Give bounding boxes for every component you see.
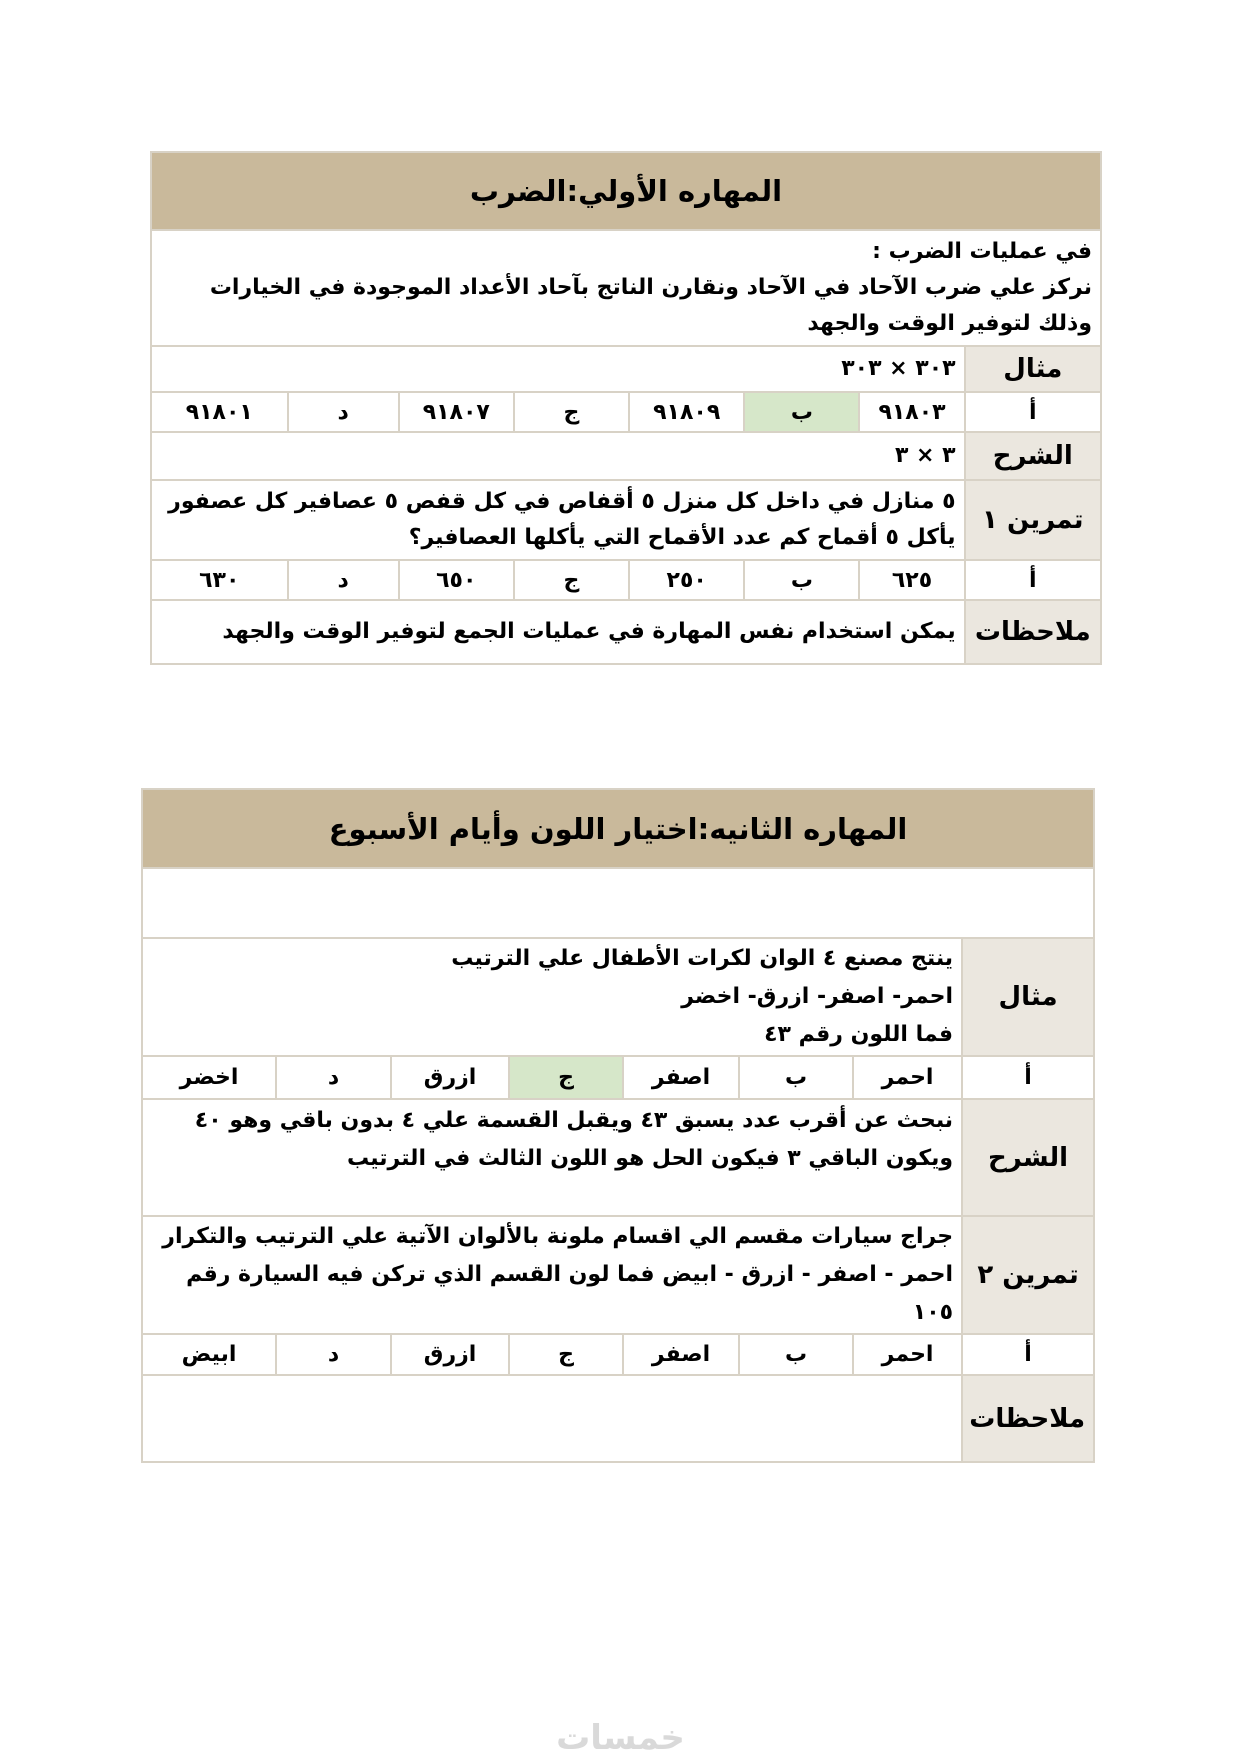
option-value: اصفر <box>623 1334 739 1375</box>
intro-line: وذلك لتوفير الوقت والجهد <box>807 311 1092 336</box>
option-letter: د <box>276 1334 391 1375</box>
option-letter-selected: ج <box>509 1056 623 1099</box>
example-line: احمر- اصفر- ازرق- اخضر <box>681 984 954 1009</box>
option-value: ازرق <box>391 1334 509 1375</box>
exercise-text <box>142 1216 962 1334</box>
exercise-line: يأكل ٥ أقماح كم عدد الأقماح التي يأكلها العصافير؟ <box>408 525 956 550</box>
explain-text <box>142 1099 962 1216</box>
empty-row <box>142 868 1094 938</box>
example-line: ينتج مصنع ٤ الوان لكرات الأطفال علي الترتيب <box>451 946 954 971</box>
option-value: احمر <box>853 1056 962 1099</box>
option-letter: ب <box>744 560 859 600</box>
option-letter: د <box>288 560 399 600</box>
option-value: ٩١٨٠٩ <box>629 392 744 432</box>
option-value: ازرق <box>391 1056 509 1099</box>
explain-label: الشرح <box>962 1099 1094 1216</box>
intro-line: نركز علي ضرب الآحاد في الآحاد ونقارن الناتج بآحاد الأعداد الموجودة في الخيارات <box>209 275 1092 300</box>
option-value: ٢٥٠ <box>629 560 744 600</box>
explain-line: ويكون الباقي ٣ فيكون الحل هو اللون الثالث في الترتيب <box>346 1146 954 1171</box>
example-text: ٣٠٣ × ٣٠٣ <box>151 346 965 392</box>
explain-text: ٣ × ٣ <box>151 432 965 480</box>
option-value: ٩١٨٠١ <box>151 392 288 432</box>
notes-label: ملاحظات <box>962 1375 1094 1462</box>
notes-empty <box>142 1375 962 1462</box>
option-value: ٩١٨٠٣ <box>859 392 964 432</box>
exercise-label: تمرين ١ <box>965 480 1101 560</box>
example-label: مثال <box>965 346 1101 392</box>
option-value: ابيض <box>142 1334 276 1375</box>
option-value: اخضر <box>142 1056 276 1099</box>
option-value: اصفر <box>623 1056 739 1099</box>
option-letter: ج <box>514 560 629 600</box>
option-letter-selected: ب <box>744 392 859 432</box>
exercise-line: احمر - اصفر - ازرق - ابيض فما لون القسم الذي تركن فيه السيارة رقم <box>186 1262 954 1287</box>
option-letter: أ <box>962 1056 1094 1099</box>
skill1-intro <box>151 230 1101 346</box>
exercise-label: تمرين ٢ <box>962 1216 1094 1334</box>
option-value: ٦٢٥ <box>859 560 964 600</box>
exercise-line: ٥ منازل في داخل كل منزل ٥ أقفاص في كل قفص ٥ عصافير كل عصفور <box>168 489 956 514</box>
example-label: مثال <box>962 938 1094 1056</box>
option-value: ٦٣٠ <box>151 560 288 600</box>
exercise-text <box>151 480 965 560</box>
option-letter: أ <box>965 392 1101 432</box>
intro-line: في عمليات الضرب : <box>872 239 1092 264</box>
exercise-line: جراج سيارات مقسم الي اقسام ملونة بالألوان الآتية علي الترتيب والتكرار <box>162 1224 954 1249</box>
skill1-table <box>150 151 1102 665</box>
notes-text: يمكن استخدام نفس المهارة في عمليات الجمع لتوفير الوقت والجهد <box>151 600 965 664</box>
explain-label: الشرح <box>965 432 1101 480</box>
option-value: احمر <box>853 1334 962 1375</box>
skill2-table <box>141 788 1095 1463</box>
option-letter: ب <box>739 1056 853 1099</box>
example-line: فما اللون رقم ٤٣ <box>764 1022 954 1047</box>
watermark-logo: خمسات <box>556 1718 685 1758</box>
option-letter: ج <box>514 392 629 432</box>
option-letter: ب <box>739 1334 853 1375</box>
option-letter: د <box>276 1056 391 1099</box>
option-letter: أ <box>965 560 1101 600</box>
exercise-line: ١٠٥ <box>912 1300 954 1325</box>
example-text <box>142 938 962 1056</box>
skill1-title: المهاره الأولي:الضرب <box>151 152 1101 230</box>
skill2-title: المهاره الثانيه:اختيار اللون وأيام الأسبوع <box>142 789 1094 868</box>
option-value: ٦٥٠ <box>399 560 514 600</box>
option-letter: ج <box>509 1334 623 1375</box>
explain-line: نبحث عن أقرب عدد يسبق ٤٣ ويقبل القسمة علي ٤ بدون باقي وهو ٤٠ <box>194 1108 954 1133</box>
option-letter: أ <box>962 1334 1094 1375</box>
option-letter: د <box>288 392 399 432</box>
option-value: ٩١٨٠٧ <box>399 392 514 432</box>
notes-label: ملاحظات <box>965 600 1101 664</box>
